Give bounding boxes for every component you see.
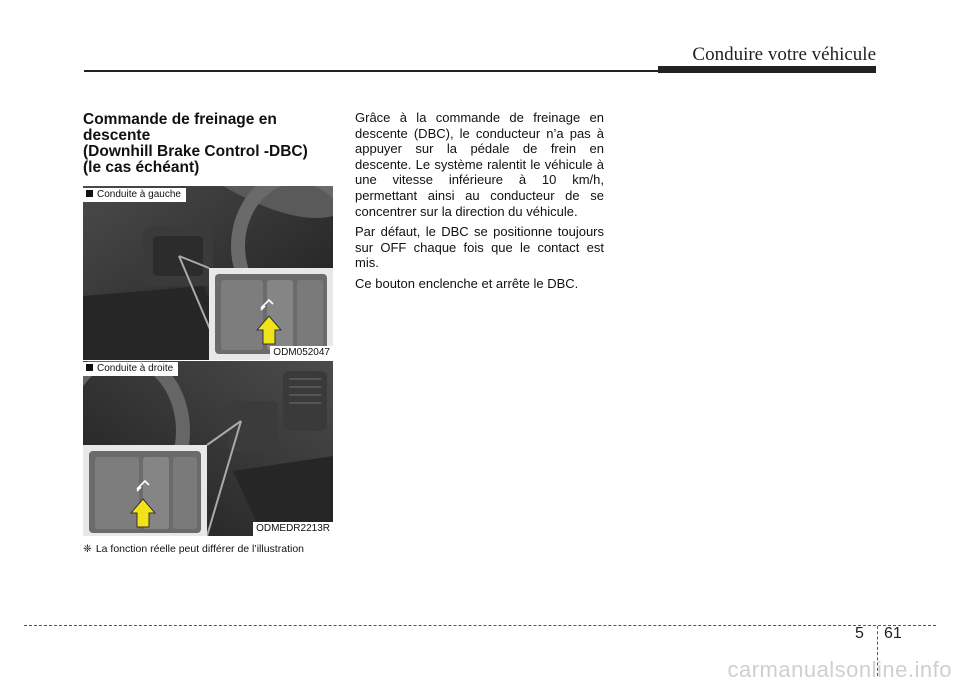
- body-paragraph: Par défaut, le DBC se positionne toujours sur OFF chaque fois que le contact est mis.: [355, 224, 604, 271]
- figure-right-hand-drive: [83, 361, 333, 536]
- dashboard-photo-illustration: [83, 361, 333, 536]
- section-title-line: Commande de freinage en: [83, 111, 277, 128]
- square-bullet-icon: [86, 190, 93, 197]
- section-title: [83, 112, 333, 176]
- page-number: 61: [884, 625, 902, 642]
- chapter-number: 5: [855, 625, 864, 642]
- body-paragraph: Ce bouton enclenche et arrête le DBC.: [355, 275, 579, 291]
- section-title-line: descente: [83, 127, 151, 144]
- figure-code: ODMEDR2213R: [253, 522, 333, 536]
- note-mark-icon: ❈: [83, 543, 92, 555]
- note-text: La fonction réelle peut différer de l’illustration: [95, 543, 304, 555]
- figure-caption: Conduite à gauche: [83, 188, 186, 202]
- square-bullet-icon: [86, 364, 93, 371]
- figure-code: ODM052047: [270, 346, 333, 360]
- section-title-line: (le cas échéant): [83, 159, 200, 176]
- page-header-title: Conduire votre véhicule: [692, 44, 876, 65]
- body-paragraph: Grâce à la commande de freinage en descente (DBC), le conducteur n’a pas à appuyer sur la pédale de frein en descente. Le système ralentit le véhicule à une vitesse inférieure à 10 km/h, permettant ainsi au conducteur de se concentrer sur la direction du véhicule.: [355, 110, 604, 219]
- header-rule-thin: [84, 70, 664, 72]
- header-rule-thick: [658, 66, 876, 73]
- section-title-line: (Downhill Brake Control -DBC): [83, 143, 308, 160]
- dashboard-photo-illustration: [83, 186, 333, 360]
- watermark: carmanualsonline.info: [727, 657, 952, 682]
- illustration-note: [83, 543, 304, 555]
- footer-dashed-rule: [24, 625, 936, 626]
- figure-caption: Conduite à droite: [83, 362, 178, 376]
- body-text: [355, 110, 604, 297]
- figure-left-hand-drive: [83, 186, 333, 360]
